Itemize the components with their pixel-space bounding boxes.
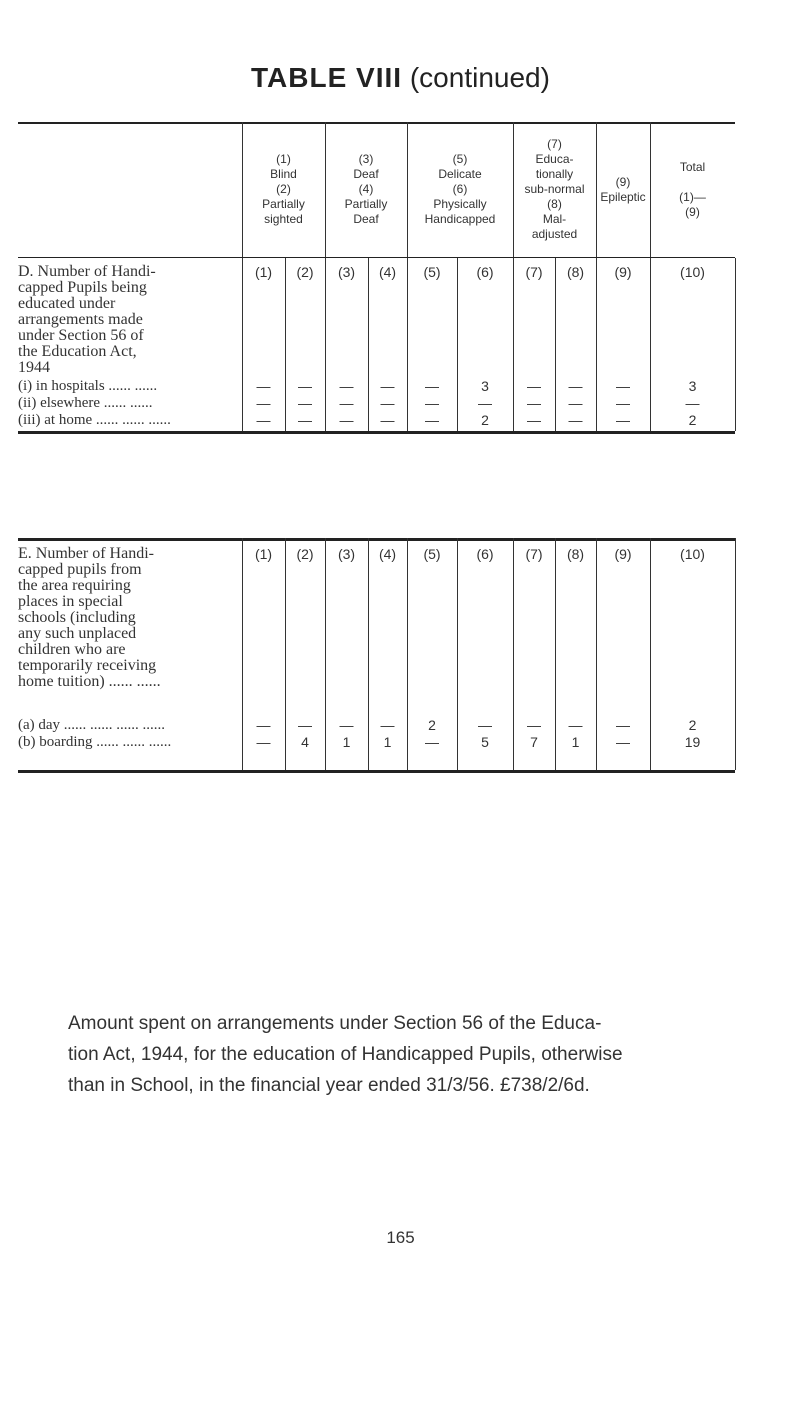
section-label-line: 1944 xyxy=(18,359,50,376)
column-number: (3) xyxy=(337,264,356,280)
column-divider xyxy=(596,122,597,257)
table-cell: 2 xyxy=(428,717,436,733)
table-cell: — xyxy=(616,717,630,733)
column-number: (4) xyxy=(378,546,397,562)
column-divider xyxy=(242,122,243,257)
table-cell: — xyxy=(380,378,395,394)
table-cell: — xyxy=(616,395,630,411)
column-header-text: (7) Educa- tionally sub-normal (8) Mal- adjusted xyxy=(524,137,585,241)
table-cell: 2 xyxy=(688,717,697,733)
page-number: 165 xyxy=(386,1228,415,1247)
column-number: (4) xyxy=(378,264,397,280)
table-cell: 1 xyxy=(571,734,580,750)
column-divider xyxy=(555,258,556,431)
table-cell: — xyxy=(425,395,439,411)
table-cell: 7 xyxy=(530,734,538,750)
table-cell: — xyxy=(380,717,395,733)
section-label-line: capped pupils from xyxy=(18,561,142,578)
title-suffix: (continued) xyxy=(409,62,550,93)
amount-line: Amount spent on arrangements under Section 56 of the Educa- xyxy=(68,1013,602,1034)
row-label: (b) boarding ...... ...... ...... xyxy=(18,734,172,750)
column-divider xyxy=(368,258,369,431)
column-header xyxy=(407,122,513,257)
table-cell: — xyxy=(256,717,271,733)
column-number: (10) xyxy=(680,546,705,562)
column-header-text: Total (1)— (9) xyxy=(679,159,706,219)
section-label-line: temporarily receiving xyxy=(18,657,157,674)
column-divider xyxy=(457,538,458,770)
column-header-text: (3) Deaf (4) Partially Deaf xyxy=(344,152,388,226)
column-divider xyxy=(407,122,408,257)
table-cell: — xyxy=(339,378,354,394)
column-header-text: (9) Epileptic xyxy=(600,174,646,204)
table-cell: — xyxy=(527,412,541,428)
table-cell: 1 xyxy=(383,734,392,750)
table-cell: 19 xyxy=(684,734,701,750)
column-divider xyxy=(285,538,286,770)
column-divider xyxy=(555,538,556,770)
column-divider xyxy=(596,258,597,431)
table-cell: — xyxy=(339,395,354,411)
section-label-line: the Education Act, xyxy=(18,343,137,360)
section-bottom-rule xyxy=(18,770,735,773)
row-label: (i) in hospitals ...... ...... xyxy=(18,378,158,394)
section-label-line: educated under xyxy=(18,295,116,312)
table-cell: — xyxy=(616,412,630,428)
section-label-line: children who are xyxy=(18,641,126,658)
column-header-text: (5) Delicate (6) Physically Handicapped xyxy=(424,152,496,226)
column-divider xyxy=(325,258,326,431)
column-divider xyxy=(407,258,408,431)
column-number: (7) xyxy=(525,546,543,562)
table-cell: — xyxy=(527,378,541,394)
column-number: (9) xyxy=(614,264,632,280)
table-cell: — xyxy=(298,717,312,733)
amount-line: tion Act, 1944, for the education of Handicapped Pupils, otherwise xyxy=(68,1044,623,1065)
section-label-line: D. Number of Handi- xyxy=(18,263,156,280)
column-header-text: (1) Blind (2) Partially sighted xyxy=(262,152,305,226)
table-cell: — xyxy=(616,734,630,750)
table-cell: — xyxy=(425,378,439,394)
table-cell: — xyxy=(298,395,312,411)
table-cell: — xyxy=(478,395,492,411)
table-cell: 2 xyxy=(481,412,489,428)
table-cell: — xyxy=(568,717,583,733)
column-header xyxy=(650,122,735,257)
section-label-line: under Section 56 of xyxy=(18,327,144,344)
column-number: (5) xyxy=(423,264,441,280)
column-divider xyxy=(735,258,736,431)
table-cell: — xyxy=(478,717,492,733)
column-divider xyxy=(735,538,736,770)
column-header xyxy=(596,122,650,257)
header-bottom-rule xyxy=(18,257,735,258)
column-divider xyxy=(513,538,514,770)
column-header xyxy=(513,122,596,257)
amount-line: than in School, in the financial year ended 31/3/56. £738/2/6d. xyxy=(68,1075,590,1096)
column-number: (7) xyxy=(525,264,543,280)
row-label: (ii) elsewhere ...... ...... xyxy=(18,395,153,411)
table-cell: — xyxy=(256,378,271,394)
table-cell: — xyxy=(256,734,271,750)
column-divider xyxy=(407,538,408,770)
column-number: (10) xyxy=(680,264,705,280)
table-cell: — xyxy=(298,378,312,394)
column-header xyxy=(242,122,325,257)
section-label-line: any such unplaced xyxy=(18,625,137,642)
column-divider xyxy=(513,122,514,257)
table-cell: 1 xyxy=(342,734,351,750)
column-number: (1) xyxy=(254,264,273,280)
section-top-rule xyxy=(18,538,735,541)
title-main: TABLE VIII xyxy=(251,62,403,93)
table-cell: — xyxy=(256,412,271,428)
column-divider xyxy=(242,538,243,770)
section-label-line: schools (including xyxy=(18,609,136,626)
column-divider xyxy=(368,538,369,770)
column-number: (9) xyxy=(614,546,632,562)
column-divider xyxy=(285,258,286,431)
column-divider xyxy=(457,258,458,431)
table-cell: — xyxy=(339,412,354,428)
column-number: (2) xyxy=(296,546,314,562)
column-header xyxy=(325,122,407,257)
column-number: (8) xyxy=(566,546,585,562)
row-label: (iii) at home ...... ...... ...... xyxy=(18,412,171,428)
table-cell: 4 xyxy=(301,734,309,750)
table-cell: — xyxy=(425,734,439,750)
column-divider xyxy=(596,538,597,770)
section-label-line: arrangements made xyxy=(18,311,143,328)
table-cell: — xyxy=(298,412,312,428)
table-cell: 5 xyxy=(481,734,489,750)
column-number: (6) xyxy=(476,264,494,280)
column-divider xyxy=(650,538,651,770)
section-label-line: places in special xyxy=(18,593,123,610)
column-divider xyxy=(513,258,514,431)
row-label: (a) day ...... ...... ...... ...... xyxy=(18,717,166,733)
table-cell: — xyxy=(339,717,354,733)
table-cell: — xyxy=(568,378,583,394)
table-cell: — xyxy=(425,412,439,428)
table-cell: — xyxy=(568,395,583,411)
column-number: (5) xyxy=(423,546,441,562)
table-cell: — xyxy=(568,412,583,428)
section-label-line: capped Pupils being xyxy=(18,279,147,296)
table-cell: 3 xyxy=(481,378,489,394)
table-cell: — xyxy=(380,412,395,428)
table-cell: — xyxy=(527,717,541,733)
table-cell: — xyxy=(616,378,630,394)
column-divider xyxy=(650,122,651,257)
section-label-line: home tuition) ...... ...... xyxy=(18,673,161,690)
column-divider xyxy=(242,258,243,431)
table-cell: — xyxy=(380,395,395,411)
table-cell: 2 xyxy=(688,412,697,428)
table-cell: — xyxy=(527,395,541,411)
amount-spent-paragraph xyxy=(68,1008,758,1101)
table-cell: — xyxy=(256,395,271,411)
column-number: (1) xyxy=(254,546,273,562)
section-label-line: E. Number of Handi- xyxy=(18,545,154,562)
column-divider xyxy=(650,258,651,431)
column-number: (2) xyxy=(296,264,314,280)
table-cell: — xyxy=(685,395,700,411)
section-label-line: the area requiring xyxy=(18,577,131,594)
column-number: (8) xyxy=(566,264,585,280)
column-divider xyxy=(325,122,326,257)
page-title xyxy=(0,62,801,94)
section-bottom-rule xyxy=(18,431,735,434)
table-cell: 3 xyxy=(688,378,697,394)
column-number: (6) xyxy=(476,546,494,562)
column-divider xyxy=(325,538,326,770)
column-number: (3) xyxy=(337,546,356,562)
